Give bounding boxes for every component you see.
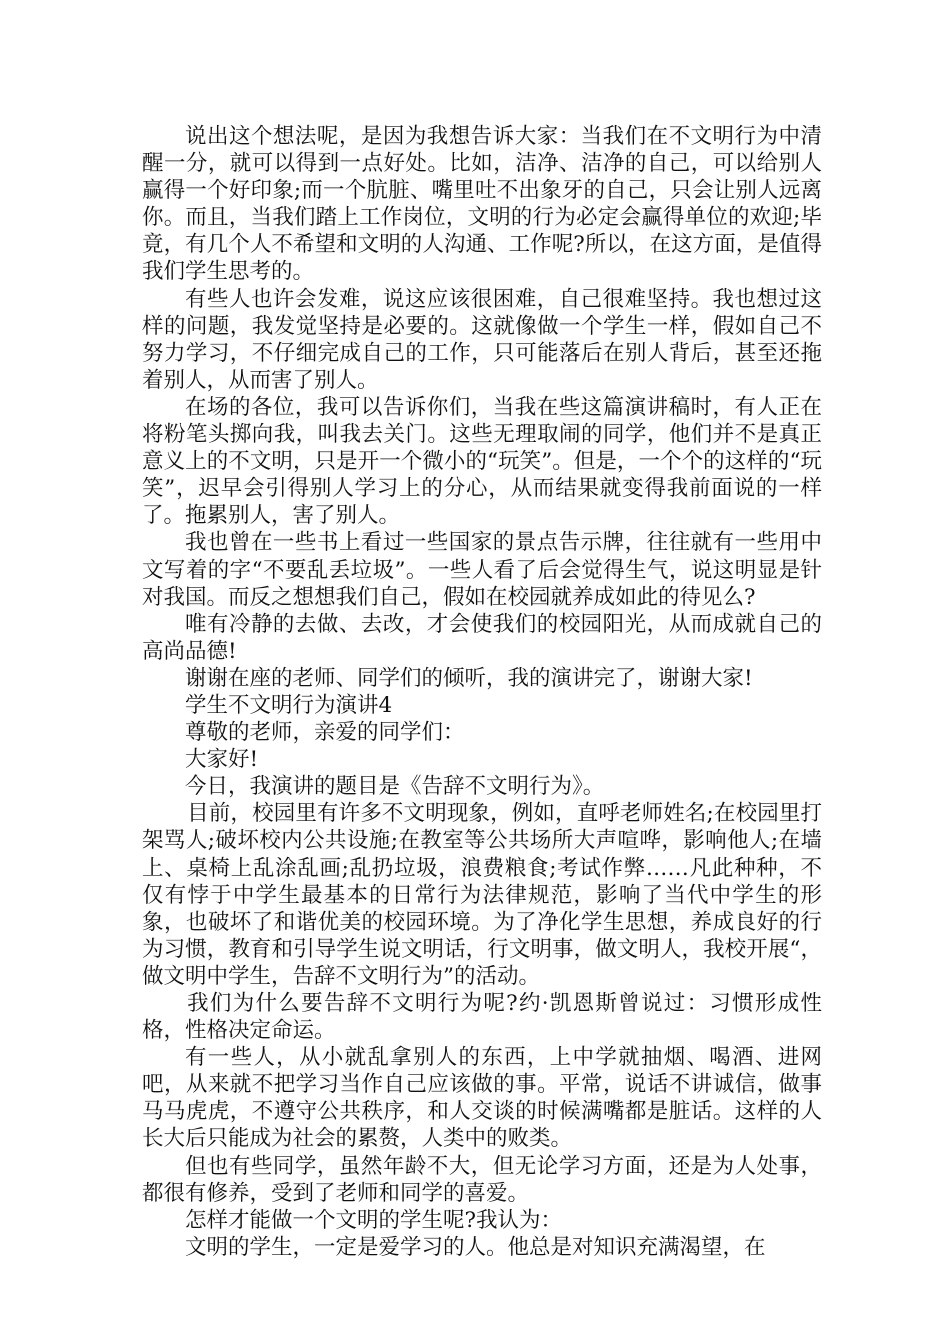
paragraph-9: 有一些人，从小就乱拿别人的东西，上中学就抽烟、喝酒、进网吧，从来就不把学习当作自己应该做的事。平常，说话不讲诚信，做事马马虎虎，不遵守公共秩序，和人交谈的时候满嘴都是脏话。这样的人长大后只能成为社会的累赘，人类中的败类。 [142,1045,822,1152]
paragraph-6: 谢谢在座的老师、同学们的倾听，我的演讲完了，谢谢大家! [185,665,753,691]
document-page [142,123,822,1261]
paragraph-4: 我也曾在一些书上看过一些国家的景点告示牌，往往就有一些用中文写着的字“不要乱丢垃圾”。一些人看了后会觉得生气，说这明显是针对我国。而反之想想我们自己，假如在校园就养成如此的待见么? [142,530,822,610]
greeting: 大家好! [185,747,259,773]
paragraph-12: 文明的学生，一定是爱学习的人。他总是对知识充满渴望，在 [185,1234,766,1260]
paragraph-10: 但也有些同学，虽然年龄不大，但无论学习方面，还是为人处事，都很有修养，受到了老师和同学的喜爱。 [142,1153,822,1206]
paragraph-11: 怎样才能做一个文明的学生呢?我认为： [185,1207,563,1233]
paragraph-1: 说出这个想法呢，是因为我想告诉大家：当我们在不文明行为中清醒一分，就可以得到一点好处。比如，洁净、洁净的自己，可以给别人赢得一个好印象;而一个肮脏、嘴里吐不出象牙的自己，只会让别人远离你。而且，当我们踏上工作岗位，文明的行为必定会赢得单位的欢迎;毕竟，有几个人不希望和文明的人沟通、工作呢?所以，在这方面，是值得我们学生思考的。 [142,124,822,285]
section-heading: 学生不文明行为演讲4 [185,692,393,718]
paragraph-8: 我们为什么要告辞不文明行为呢?约·凯恩斯曾说过：习惯形成性格，性格决定命运。 [142,991,822,1044]
paragraph-5: 唯有冷静的去做、去改，才会使我们的校园阳光，从而成就自己的高尚品德! [142,611,822,664]
paragraph-3: 在场的各位，我可以告诉你们，当我在些这篇演讲稿时，有人正在将粉笔头掷向我，叫我去关门。这些无理取闹的同学，他们并不是真正意义上的不文明，只是开一个微小的“玩笑”。但是，一个个的这样的“玩笑”，迟早会引得别人学习上的分心，从而结果就变得我前面说的一样了。拖累别人，害了别人。 [142,394,822,529]
paragraph-7: 目前，校园里有许多不文明现象，例如，直呼老师姓名;在校园里打架骂人;破坏校内公共设施;在教室等公共场所大声喧哗，影响他人;在墙上、桌椅上乱涂乱画;乱扔垃圾，浪费粮食;考试作弊……凡此种种，不仅有悖于中学生最基本的日常行为法律规范，影响了当代中学生的形象，也破坏了和谐优美的校园环境。为了净化学生思想，养成良好的行为习惯，教育和引导学生说文明话，行文明事，做文明人，我校开展“，做文明中学生，告辞不文明行为”的活动。 [142,801,822,989]
salutation: 尊敬的老师，亲爱的同学们： [185,720,465,746]
paragraph-2: 有些人也许会发难，说这应该很困难，自己很难坚持。我也想过这样的问题，我发觉坚持是必要的。这就像做一个学生一样，假如自己不努力学习，不仔细完成自己的工作，只可能落后在别人背后，甚至还拖着别人，从而害了别人。 [142,286,822,393]
paragraph-topic: 今日，我演讲的题目是《告辞不文明行为》。 [185,774,605,800]
